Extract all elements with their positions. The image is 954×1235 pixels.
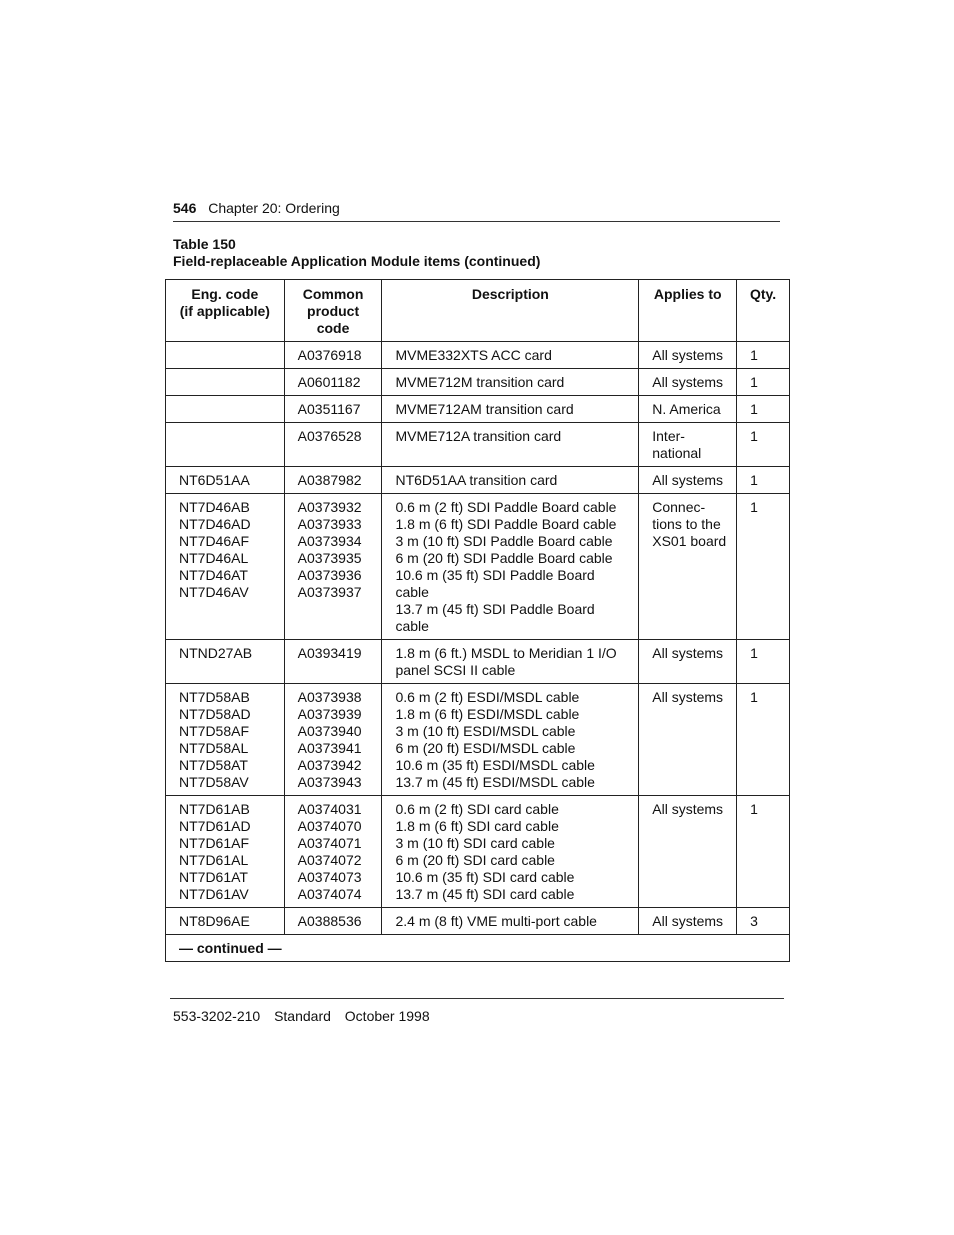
- cell-line: NT7D58AT: [179, 757, 248, 773]
- table-row: [166, 467, 790, 494]
- cell-line: All systems: [652, 689, 724, 705]
- cell-line: 3 m (10 ft) SDI Paddle Board cable: [395, 533, 613, 549]
- description-header: [382, 280, 639, 342]
- cell-line: 1: [750, 689, 758, 705]
- document-number: 553-3202-210: [173, 1008, 261, 1024]
- header-line: Eng. code: [191, 286, 259, 302]
- eng-code-cell: [166, 369, 285, 396]
- description-cell: [382, 467, 639, 494]
- qty-cell: [737, 369, 790, 396]
- header-divider: [173, 221, 780, 222]
- cell-line: 10.6 m (35 ft) SDI Paddle Board: [395, 567, 595, 583]
- cell-line: 0.6 m (2 ft) SDI card cable: [395, 801, 559, 817]
- description-cell: [382, 369, 639, 396]
- cell-line: MVME712M transition card: [395, 374, 565, 390]
- header-line: code: [316, 320, 350, 336]
- document-status: Standard: [274, 1008, 331, 1024]
- footer-divider: [170, 998, 784, 999]
- cell-line: 10.6 m (35 ft) SDI card cable: [395, 869, 575, 885]
- cell-line: A0393419: [297, 645, 362, 661]
- cell-line: All systems: [652, 913, 724, 929]
- cell-line: NT7D46AT: [179, 567, 248, 583]
- cell-line: 1.8 m (6 ft) ESDI/MSDL cable: [395, 706, 580, 722]
- eng-code-cell: [166, 684, 285, 796]
- applies-to-cell: [639, 908, 737, 935]
- header-line: (if applicable): [179, 303, 270, 319]
- header-line: Description: [471, 286, 549, 302]
- table-row: [166, 369, 790, 396]
- eng-code-cell: [166, 908, 285, 935]
- table-row: [166, 908, 790, 935]
- cell-line: NT7D61AF: [179, 835, 250, 851]
- product-code-cell: [284, 396, 382, 423]
- cell-line: NT7D58AV: [179, 774, 249, 790]
- qty-cell: [737, 467, 790, 494]
- product-code-cell: [284, 342, 382, 369]
- applies-to-cell: [639, 796, 737, 908]
- cell-line: 0.6 m (2 ft) ESDI/MSDL cable: [395, 689, 580, 705]
- cell-line: 13.7 m (45 ft) SDI Paddle Board: [395, 601, 595, 617]
- cell-line: A0374031: [297, 801, 362, 817]
- cell-line: A0374072: [297, 852, 362, 868]
- cell-line: 6 m (20 ft) ESDI/MSDL cable: [395, 740, 576, 756]
- table-number: Table 150: [173, 236, 236, 252]
- cell-line: A0388536: [297, 913, 362, 929]
- qty-cell: [737, 684, 790, 796]
- table-row: [166, 396, 790, 423]
- cell-line: 1: [750, 401, 758, 417]
- cell-line: NT7D61AT: [179, 869, 248, 885]
- cell-line: 1: [750, 374, 758, 390]
- cell-line: Inter-: [652, 428, 685, 444]
- cell-line: MVME332XTS ACC card: [395, 347, 552, 363]
- description-cell: [382, 684, 639, 796]
- common-product-code-header: [284, 280, 382, 342]
- qty-header: [737, 280, 790, 342]
- cell-line: cable: [395, 584, 429, 600]
- cell-line: A0376918: [297, 347, 362, 363]
- cell-line: A0373936: [297, 567, 362, 583]
- header-line: Common: [302, 286, 364, 302]
- description-cell: [382, 342, 639, 369]
- cell-line: A0373937: [297, 584, 362, 600]
- cell-line: All systems: [652, 374, 724, 390]
- qty-cell: [737, 342, 790, 369]
- description-cell: [382, 640, 639, 684]
- cell-line: MVME712AM transition card: [395, 401, 574, 417]
- cell-line: A0374073: [297, 869, 362, 885]
- cell-line: 3 m (10 ft) SDI card cable: [395, 835, 555, 851]
- header-line: Applies to: [653, 286, 722, 302]
- cell-line: A0374074: [297, 886, 362, 902]
- cell-line: 13.7 m (45 ft) SDI card cable: [395, 886, 575, 902]
- cell-line: national: [652, 445, 702, 461]
- applies-to-cell: [639, 342, 737, 369]
- applies-to-cell: [639, 467, 737, 494]
- qty-cell: [737, 796, 790, 908]
- description-cell: [382, 494, 639, 640]
- table-row: [166, 423, 790, 467]
- items-table: [165, 279, 790, 962]
- eng-code-header: [166, 280, 285, 342]
- cell-line: NT7D61AD: [179, 818, 251, 834]
- cell-line: A0373941: [297, 740, 362, 756]
- page-footer: [173, 1008, 440, 1024]
- cell-line: A0373933: [297, 516, 362, 532]
- cell-line: NT7D58AL: [179, 740, 249, 756]
- cell-line: 1: [750, 428, 758, 444]
- eng-code-cell: [166, 342, 285, 369]
- cell-line: Connec-: [652, 499, 706, 515]
- page-header: [173, 200, 779, 216]
- cell-line: A0373935: [297, 550, 362, 566]
- cell-line: NT7D58AD: [179, 706, 251, 722]
- cell-line: A0373942: [297, 757, 362, 773]
- header-row: [166, 280, 790, 342]
- cell-line: A0373939: [297, 706, 362, 722]
- product-code-cell: [284, 369, 382, 396]
- cell-line: panel SCSI II cable: [395, 662, 516, 678]
- cell-line: NTND27AB: [179, 645, 253, 661]
- cell-line: 1.8 m (6 ft) SDI Paddle Board cable: [395, 516, 617, 532]
- description-cell: [382, 796, 639, 908]
- cell-line: NT6D51AA: [179, 472, 250, 488]
- eng-code-cell: [166, 467, 285, 494]
- header-line: product: [307, 303, 360, 319]
- applies-to-header: [639, 280, 737, 342]
- cell-line: All systems: [652, 347, 724, 363]
- table-row: [166, 640, 790, 684]
- cell-line: NT8D96AE: [179, 913, 250, 929]
- applies-to-cell: [639, 423, 737, 467]
- cell-line: A0374071: [297, 835, 362, 851]
- cell-line: NT7D46AV: [179, 584, 249, 600]
- qty-cell: [737, 494, 790, 640]
- cell-line: A0373938: [297, 689, 362, 705]
- cell-line: 10.6 m (35 ft) ESDI/MSDL cable: [395, 757, 595, 773]
- applies-to-cell: [639, 396, 737, 423]
- cell-line: NT6D51AA transition card: [395, 472, 558, 488]
- product-code-cell: [284, 423, 382, 467]
- applies-to-cell: [639, 640, 737, 684]
- chapter-title: Chapter 20: Ordering: [208, 200, 340, 216]
- cell-line: 1.8 m (6 ft) SDI card cable: [395, 818, 559, 834]
- product-code-cell: [284, 908, 382, 935]
- cell-line: NT7D61AL: [179, 852, 249, 868]
- product-code-cell: [284, 467, 382, 494]
- cell-line: 3 m (10 ft) ESDI/MSDL cable: [395, 723, 576, 739]
- cell-line: 6 m (20 ft) SDI Paddle Board cable: [395, 550, 613, 566]
- cell-line: NT7D58AB: [179, 689, 250, 705]
- cell-line: NT7D61AV: [179, 886, 249, 902]
- cell-line: A0374070: [297, 818, 362, 834]
- cell-line: 1: [750, 472, 758, 488]
- eng-code-cell: [166, 494, 285, 640]
- table-title: Field-replaceable Application Module items (continued): [173, 253, 541, 269]
- page-number: 546: [173, 200, 197, 216]
- table-caption: [173, 236, 540, 270]
- cell-line: 1.8 m (6 ft.) MSDL to Meridian 1 I/O: [395, 645, 617, 661]
- cell-line: A0376528: [297, 428, 362, 444]
- qty-cell: [737, 640, 790, 684]
- document-date: October 1998: [344, 1008, 430, 1024]
- eng-code-cell: [166, 640, 285, 684]
- cell-line: All systems: [652, 801, 724, 817]
- cell-line: 6 m (20 ft) SDI card cable: [395, 852, 555, 868]
- table-row: [166, 684, 790, 796]
- eng-code-cell: [166, 423, 285, 467]
- product-code-cell: [284, 494, 382, 640]
- description-cell: [382, 396, 639, 423]
- cell-line: 1: [750, 801, 758, 817]
- product-code-cell: [284, 640, 382, 684]
- applies-to-cell: [639, 369, 737, 396]
- table-row: [166, 494, 790, 640]
- cell-line: N. America: [652, 401, 721, 417]
- description-cell: [382, 908, 639, 935]
- cell-line: All systems: [652, 472, 724, 488]
- table-row: [166, 342, 790, 369]
- cell-line: A0373940: [297, 723, 362, 739]
- cell-line: NT7D46AL: [179, 550, 249, 566]
- cell-line: cable: [395, 618, 429, 634]
- cell-line: 1: [750, 645, 758, 661]
- cell-line: NT7D58AF: [179, 723, 250, 739]
- cell-line: NT7D61AB: [179, 801, 250, 817]
- cell-line: 1: [750, 499, 758, 515]
- cell-line: A0373934: [297, 533, 362, 549]
- product-code-cell: [284, 684, 382, 796]
- cell-line: 3: [750, 913, 758, 929]
- cell-line: All systems: [652, 645, 724, 661]
- cell-line: NT7D46AF: [179, 533, 250, 549]
- qty-cell: [737, 396, 790, 423]
- qty-cell: [737, 423, 790, 467]
- product-code-cell: [284, 796, 382, 908]
- cell-line: A0387982: [297, 472, 362, 488]
- qty-cell: [737, 908, 790, 935]
- cell-line: tions to the: [652, 516, 721, 532]
- table-row: [166, 796, 790, 908]
- header-line: Qty.: [749, 286, 777, 302]
- continued-row: [166, 935, 790, 962]
- cell-line: 0.6 m (2 ft) SDI Paddle Board cable: [395, 499, 617, 515]
- continued-label: — continued —: [166, 935, 790, 962]
- cell-line: MVME712A transition card: [395, 428, 562, 444]
- applies-to-cell: [639, 494, 737, 640]
- eng-code-cell: [166, 796, 285, 908]
- cell-line: A0373932: [297, 499, 362, 515]
- cell-line: 13.7 m (45 ft) ESDI/MSDL cable: [395, 774, 595, 790]
- cell-line: NT7D46AB: [179, 499, 250, 515]
- cell-line: 2.4 m (8 ft) VME multi-port cable: [395, 913, 597, 929]
- cell-line: NT7D46AD: [179, 516, 251, 532]
- cell-line: A0373943: [297, 774, 362, 790]
- eng-code-cell: [166, 396, 285, 423]
- description-cell: [382, 423, 639, 467]
- cell-line: A0601182: [297, 374, 361, 390]
- cell-line: 1: [750, 347, 758, 363]
- cell-line: XS01 board: [652, 533, 727, 549]
- cell-line: A0351167: [297, 401, 361, 417]
- applies-to-cell: [639, 684, 737, 796]
